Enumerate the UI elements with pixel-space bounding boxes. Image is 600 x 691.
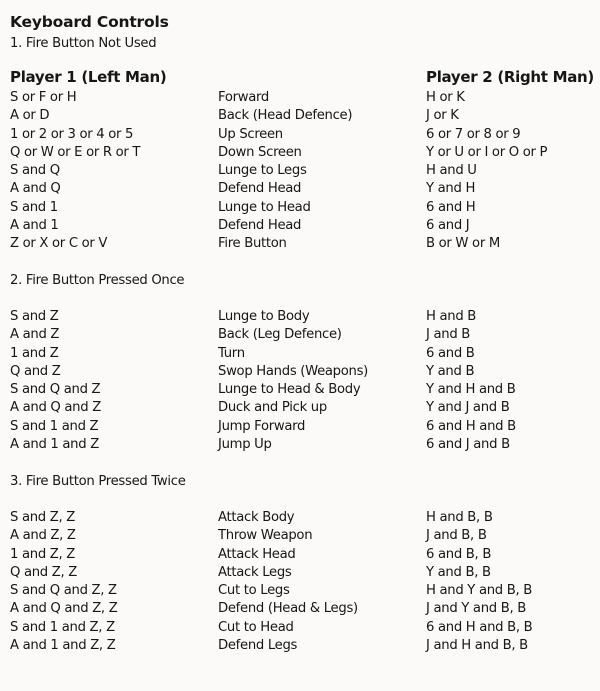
table-row [0,127,600,145]
p1-keys: A and 1 [10,218,59,234]
p2-keys: Y or U or I or O or P [426,144,548,160]
table-row [0,620,600,638]
action: Swop Hands (Weapons) [218,363,368,379]
p1-keys: A and 1 and Z, Z [10,638,116,654]
p2-keys: J and B [426,327,471,343]
table-row [0,145,600,163]
player-2-heading [426,68,594,86]
p2-keys: H and B, B [426,510,493,525]
p2-keys: Y and H and B [426,382,516,398]
section-heading-1: 1. Fire Button Not Used [10,36,157,51]
table-row [0,327,600,345]
p1-keys: A and Z, Z [10,528,76,544]
action: Jump Up [218,437,272,453]
table-row [0,346,600,364]
table-row [0,547,600,565]
p1-keys: A and Q [10,181,61,197]
action: Fire Button [218,236,287,252]
table-row [0,163,600,181]
p1-keys: A and Z [10,327,60,343]
p2-keys: H and Y and B, B [426,583,533,599]
p1-keys: S and Z [10,309,59,324]
p2-keys: J and H and B, B [426,638,528,654]
p2-keys: B or W or M [426,236,500,252]
action: Attack Legs [218,564,292,580]
p1-keys: Z or X or C or V [10,236,108,252]
action: Cut to Legs [218,583,290,599]
action: Attack Body [218,510,295,525]
p2-keys: 6 and J [426,218,470,234]
section-3-rows [0,510,600,656]
section-2-rows [0,309,600,455]
action: Down Screen [218,144,302,160]
table-row [0,108,600,126]
p2-keys: J and Y and B, B [426,601,527,617]
action: Duck and Pick up [218,400,327,416]
p1-keys: 1 and Z [10,345,59,361]
p1-keys: S and 1 [10,199,58,215]
p1-keys: A and 1 and Z [10,437,99,453]
section-1-rows [0,90,600,255]
p1-keys: Q and Z [10,363,61,379]
p1-keys: S and Q and Z, Z [10,583,117,599]
p2-keys: 6 and J and B [426,437,510,453]
table-row [0,565,600,583]
p2-keys: 6 and H and B [426,418,516,434]
table-row [0,400,600,418]
action: Lunge to Legs [218,163,307,179]
action: Throw Weapon [218,528,313,544]
action: Forward [218,90,269,105]
table-row [0,236,600,254]
p1-keys: S and 1 and Z, Z [10,619,115,635]
action: Cut to Head [218,619,294,635]
p2-keys: 6 and H and B, B [426,619,533,635]
action: Lunge to Body [218,309,310,324]
action: Defend (Head & Legs) [218,601,358,617]
action: Defend Legs [218,638,298,654]
table-row [0,437,600,455]
table-row [0,638,600,656]
table-row [0,510,600,528]
p2-keys: J and B, B [426,528,487,544]
p2-keys: Y and B, B [426,564,491,580]
p2-keys: H and B [426,309,477,324]
player-2-name: Player 2 [426,68,493,86]
p1-keys: S and 1 and Z [10,418,99,434]
p1-keys: S and Q [10,163,60,179]
action: Attack Head [218,546,296,562]
action: Back (Head Defence) [218,108,353,124]
p2-keys: Y and J and B [426,400,510,416]
table-row [0,583,600,601]
action: Up Screen [218,126,283,142]
action: Jump Forward [218,418,306,434]
table-row [0,90,600,108]
table-row [0,181,600,199]
p1-keys: S and Q and Z [10,382,101,398]
p1-keys: 1 or 2 or 3 or 4 or 5 [10,126,134,142]
p2-keys: 6 or 7 or 8 or 9 [426,126,521,142]
table-row [0,218,600,236]
p1-keys: A and Q and Z, Z [10,601,118,617]
p2-keys: H or K [426,90,465,105]
table-row [0,364,600,382]
p1-keys: Q and Z, Z [10,564,78,580]
p2-keys: Y and H [426,181,476,197]
p2-keys: Y and B [426,363,475,379]
player-1-heading [10,68,166,86]
action: Lunge to Head [218,199,311,215]
section-heading-3: 3. Fire Button Pressed Twice [10,474,186,489]
p2-keys: 6 and B [426,345,475,361]
table-row [0,419,600,437]
p2-keys: H and U [426,163,477,179]
action: Back (Leg Defence) [218,327,342,343]
page-title: Keyboard Controls [10,13,169,31]
p1-keys: S or F or H [10,90,77,105]
action: Lunge to Head & Body [218,382,361,398]
p2-keys: 6 and B, B [426,546,492,562]
table-row [0,601,600,619]
player-1-name: Player 1 [10,68,77,86]
p2-keys: J or K [426,108,459,124]
player-2-note: (Right Man) [497,68,594,86]
table-row [0,382,600,400]
player-1-note: (Left Man) [81,68,167,86]
table-row [0,309,600,327]
action: Turn [218,345,245,361]
p1-keys: 1 and Z, Z [10,546,76,562]
action: Defend Head [218,218,302,234]
p1-keys: A or D [10,108,50,124]
p1-keys: Q or W or E or R or T [10,144,141,160]
p1-keys: S and Z, Z [10,510,76,525]
section-heading-2: 2. Fire Button Pressed Once [10,273,185,288]
table-row [0,528,600,546]
p1-keys: A and Q and Z [10,400,101,416]
action: Defend Head [218,181,302,197]
table-row [0,200,600,218]
p2-keys: 6 and H [426,199,476,215]
